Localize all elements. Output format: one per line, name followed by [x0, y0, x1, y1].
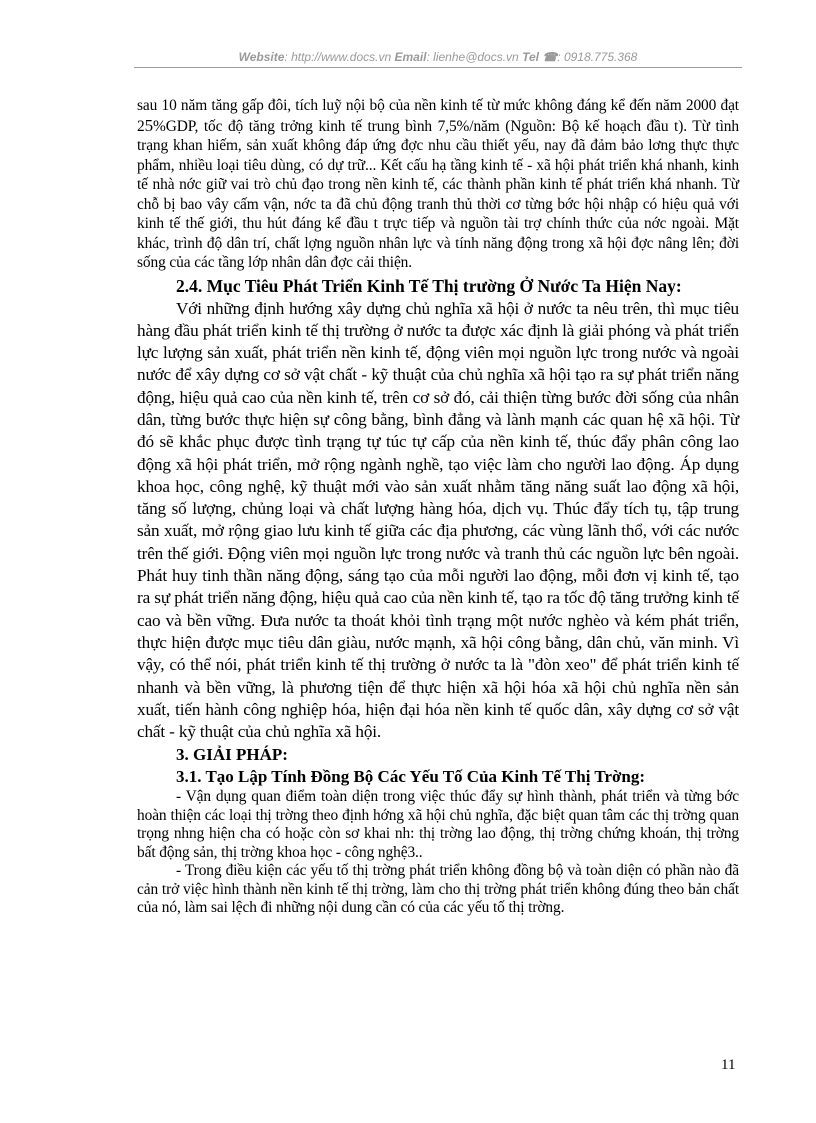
- website-value: : http://www.docs.vn: [284, 50, 392, 64]
- paragraph-solution-2: - Trong điều kiện các yếu tố thị trờng phát triển không đồng bộ và toàn diện có phần nào đã cản trở việc hình thành nền kinh tế thị trờng, làm cho thị trờng phát triển không đúng theo bản chất của nó, làm sai lệch đi những nội dung cần có của các yếu tố thị trờng.: [137, 862, 739, 917]
- email-label: Email: [394, 50, 427, 64]
- para1-part-b: %GDP, tốc độ tăng trởng kinh tế trung bình 7,5%/năm (Nguồn: Bộ kế hoạch đầu t). Từ tình trạng khan hiếm, sản xuất không đáp ứng đợc nhu cầu thiết yếu, nay đã đảm bảo lơng thực thực phẩm, nhiều loại tiêu dùng, có dự trữ... Kết cấu hạ tầng kinh tế - xã hội phát triển khá nhanh, kinh tế nhà nớc giữ vai trò chủ đạo trong nền kinh tế, các thành phần kinh tế phát triển khá nhanh. Từ chỗ bị bao vây cấm vận, nớc ta đã chủ động tranh thủ thời cơ từng bớc hội nhập có hiệu quả với kinh tế thế giới, thu hút đáng kể đầu t trực tiếp và nguồn tài trợ chính thức của nớc ngoài. Mặt khác, trình độ dân trí, chất lợng nguồn nhân lực và tính năng động trong xã hội đợc nâng lên; đời sống của các tầng lớp nhân dân đợc cải thiện.: [137, 117, 739, 271]
- website-label: Website: [238, 50, 285, 64]
- tel-label: Tel: [522, 50, 539, 64]
- phone-icon: ☎: [542, 50, 558, 64]
- page-header: [134, 50, 742, 64]
- paragraph-economy-results: [137, 96, 739, 273]
- heading-3: 3. GIẢI PHÁP:: [176, 745, 288, 765]
- header-rule: [134, 67, 742, 68]
- heading-2-4: 2.4. Mục Tiêu Phát Triển Kinh Tế Thị trường Ở Nước Ta Hiện Nay:: [176, 275, 682, 296]
- paragraph-objectives: Với những định hướng xây dựng chủ nghĩa xã hội ở nước ta nêu trên, thì mục tiêu hàng đầu phát triển kinh tế thị trường ở nước ta được xác định là giải phóng và phát triển lực lượng sản xuất, phát triển nền kinh tế, động viên mọi nguồn lực trong nước và ngoài nước để xây dựng cơ sở vật chất - kỹ thuật của chủ nghĩa xã hội tạo ra sự phát triển năng động, hiệu quả cao của nền kinh tế, trên cơ sở đó, cải thiện từng bước đời sống của nhân dân, từng bước thực hiện sự công bằng, bình đẳng và lành mạnh các quan hệ xã hội. Từ đó sẽ khắc phục được tình trạng tự túc tự cấp của nền kinh tế, thúc đẩy phân công lao động xã hội phát triển, mở rộng ngành nghề, tạo việc làm cho người lao động. Áp dụng khoa học, công nghệ, kỹ thuật mới vào sản xuất nhằm tăng năng suất lao động xã hội, tăng số lượng, chủng loại và chất lượng hàng hóa, dịch vụ. Thúc đẩy tích tụ, tập trung sản xuất, mở rộng giao lưu kinh tế giữa các địa phương, các vùng lãnh thổ, với các nước trên thế giới. Động viên mọi nguồn lực trong nước và tranh thủ các nguồn lực bên ngoài. Phát huy tinh thần năng động, sáng tạo của mỗi người lao động, mỗi đơn vị kinh tế, tạo ra sự phát triển năng động, hiệu quả cao của nền kinh tế, tạo ra tốc độ tăng trưởng kinh tế cao và bền vững. Đưa nước ta thoát khỏi tình trạng một nước nghèo và kém phát triển, thực hiện được mục tiêu dân giàu, nước mạnh, xã hội công bằng, dân chủ, văn minh. Vì vậy, có thể nói, phát triển kinh tế thị trường ở nước ta là "đòn xeo" để phát triển kinh tế nhanh và bền vững, là phương tiện để thực hiện xã hội hóa xã hội chủ nghĩa nền sản xuất, tiến hành công nghiệp hóa, hiện đại hóa nền kinh tế quốc dân, xây dựng cơ sở vật chất - kỹ thuật của chủ nghĩa xã hội.: [137, 298, 739, 742]
- paragraph-solution-1: - Vận dụng quan điểm toàn diện trong việc thúc đẩy sự hình thành, phát triển và từng bớc hoàn thiện các loại thị trờng theo định hớng xã hội chủ nghĩa, đặc biệt quan tâm các thị trờng quan trọng nhng hiện cha có hoặc còn sơ khai nh: thị trờng lao động, thị trờng chứng khoán, thị trờng bất động sản, thị trờng khoa học - công nghệ3..: [137, 788, 739, 861]
- para1-enlarged-digit: 5: [144, 115, 154, 135]
- document-body: [137, 96, 739, 918]
- para1-part-a: sau 10 năm tăng gấp đôi, tích luỹ nội bộ của nền kinh tế từ mức không đáng kể đến năm 2000 đạt 2: [137, 97, 739, 135]
- email-value: : lienhe@docs.vn: [426, 50, 519, 64]
- heading-3-1: 3.1. Tạo Lập Tính Đồng Bộ Các Yếu Tố Của Kinh Tế Thị Trờng:: [176, 767, 646, 787]
- page-number: 11: [721, 1057, 736, 1073]
- tel-value: : 0918.775.368: [557, 50, 638, 64]
